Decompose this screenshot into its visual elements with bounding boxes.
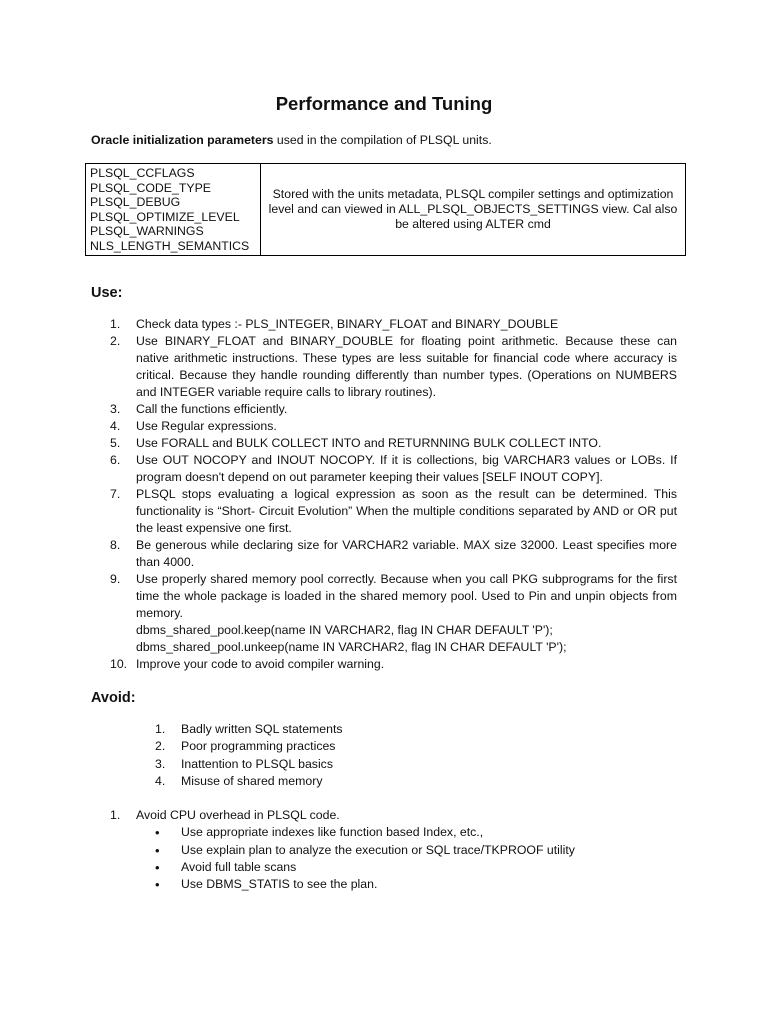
item-text: Use Regular expressions.	[136, 419, 277, 433]
intro-bold-text: Oracle initialization parameters	[91, 133, 274, 147]
bullet-item	[155, 859, 670, 876]
item-number: 2.	[155, 739, 166, 754]
item-text: Use FORALL and BULK COLLECT INTO and RETURNNING BULK COLLECT INTO.	[136, 436, 602, 450]
item-text: PLSQL stops evaluating a logical expression as soon as the result can be determined. This functionality is “Short- Circuit Evolution” When the multiple conditions separated by AND or OR put the least expensive one first.	[136, 487, 677, 535]
bullet-text: Use DBMS_STATIS to see the plan.	[181, 877, 378, 892]
table-row	[86, 164, 686, 256]
item-number: 1.	[155, 722, 166, 736]
intro-paragraph	[91, 133, 492, 147]
list-item	[110, 401, 677, 418]
bullet-icon: •	[155, 859, 160, 875]
item-number: 5.	[110, 436, 121, 450]
avoid-heading: Avoid:	[91, 690, 136, 706]
item-text: Check data types :- PLS_INTEGER, BINARY_FLOAT and BINARY_DOUBLE	[136, 317, 559, 331]
list-item	[110, 807, 670, 824]
use-list	[110, 316, 677, 673]
bullet-text: Use explain plan to analyze the execution or SQL trace/TKPROOF utility	[181, 842, 575, 857]
bullet-icon: •	[155, 842, 160, 858]
sub-list-container	[110, 824, 670, 893]
list-item	[155, 738, 343, 755]
list-item	[110, 435, 677, 452]
item-number: 3.	[110, 402, 121, 416]
item-text: Improve your code to avoid compiler warning.	[136, 657, 385, 671]
bullet-item	[155, 824, 670, 841]
item-number: 8.	[110, 538, 121, 552]
item-text: Use OUT NOCOPY and INOUT NOCOPY. If it is collections, big VARCHAR3 values or LOBs. If program doesn't depend on out parameter keeping their values [SELF INOUT COPY].	[136, 453, 677, 484]
bullet-list	[110, 824, 670, 893]
list-item	[155, 773, 343, 790]
item-number: 3.	[155, 756, 166, 771]
code-line: dbms_shared_pool.keep(name IN VARCHAR2, flag IN CHAR DEFAULT 'P');	[136, 623, 553, 637]
item-text: Avoid CPU overhead in PLSQL code.	[136, 808, 340, 822]
item-text	[136, 571, 677, 656]
parameters-table	[85, 163, 686, 256]
parameter-description-cell: Stored with the units metadata, PLSQL compiler settings and optimization level and can viewed in ALL_PLSQL_OBJECTS_SETTINGS view. Cal also be altered using ALTER cmd	[261, 164, 686, 256]
item-number: 6.	[110, 453, 121, 467]
list-item	[110, 418, 677, 435]
bullet-item	[155, 876, 670, 893]
list-item	[155, 756, 343, 773]
bullet-text: Use appropriate indexes like function based Index, etc.,	[181, 825, 484, 840]
item-number: 7.	[110, 487, 121, 501]
list-item	[110, 656, 677, 673]
intro-text: used in the compilation of PLSQL units.	[273, 133, 492, 147]
item-number: 10.	[110, 657, 128, 671]
list-item	[110, 333, 677, 401]
code-line: dbms_shared_pool.unkeep(name IN VARCHAR2, flag IN CHAR DEFAULT 'P');	[136, 640, 567, 654]
item-number: 4.	[110, 419, 121, 433]
item-text: Misuse of shared memory	[181, 773, 323, 788]
cpu-overhead-list	[110, 807, 670, 893]
item-text: Badly written SQL statements	[181, 722, 343, 736]
use-heading: Use:	[91, 285, 123, 301]
item-text: Call the functions efficiently.	[136, 402, 288, 416]
item-number: 2.	[110, 334, 121, 348]
item-number: 9.	[110, 572, 121, 586]
bullet-icon: •	[155, 877, 160, 893]
parameter-name: PLSQL_WARNINGS	[90, 224, 204, 239]
page-title: Performance and Tuning	[275, 93, 493, 114]
bullet-text: Avoid full table scans	[181, 859, 297, 874]
parameter-name: PLSQL_CODE_TYPE	[90, 180, 211, 195]
list-item	[110, 486, 677, 537]
avoid-list	[155, 721, 343, 790]
item-text: Poor programming practices	[181, 739, 336, 754]
parameter-name: NLS_LENGTH_SEMANTICS	[90, 238, 250, 253]
item-text: Be generous while declaring size for VARCHAR2 variable. MAX size 32000. Least specifies more than 4000.	[136, 538, 677, 569]
item-text: Use BINARY_FLOAT and BINARY_DOUBLE for floating point arithmetic. Because these can native arithmetic instructions. These types are less suitable for financial code where accuracy is critical. Because they handle rounding differently than number types. (Operations on NUMBERS and INTEGER variable require calls to library routines).	[136, 334, 677, 399]
item-number: 1.	[110, 808, 121, 822]
list-item	[110, 571, 677, 656]
parameter-name: PLSQL_CCFLAGS	[90, 166, 195, 180]
list-item	[110, 537, 677, 571]
list-item	[155, 721, 343, 738]
item-text-line: Use properly shared memory pool correctly. Because when you call PKG subprograms for the first time the whole package is loaded in the shared memory pool. Used to Pin and unpin objects from memory.	[136, 572, 677, 620]
item-text: Inattention to PLSQL basics	[181, 756, 333, 771]
list-item	[110, 452, 677, 486]
parameter-name: PLSQL_OPTIMIZE_LEVEL	[90, 209, 240, 224]
parameter-name: PLSQL_DEBUG	[90, 195, 181, 210]
item-number: 1.	[110, 317, 121, 331]
parameter-names-cell	[86, 164, 261, 256]
bullet-icon: •	[155, 825, 160, 841]
item-number: 4.	[155, 773, 166, 788]
bullet-item	[155, 842, 670, 859]
list-item	[110, 316, 677, 333]
